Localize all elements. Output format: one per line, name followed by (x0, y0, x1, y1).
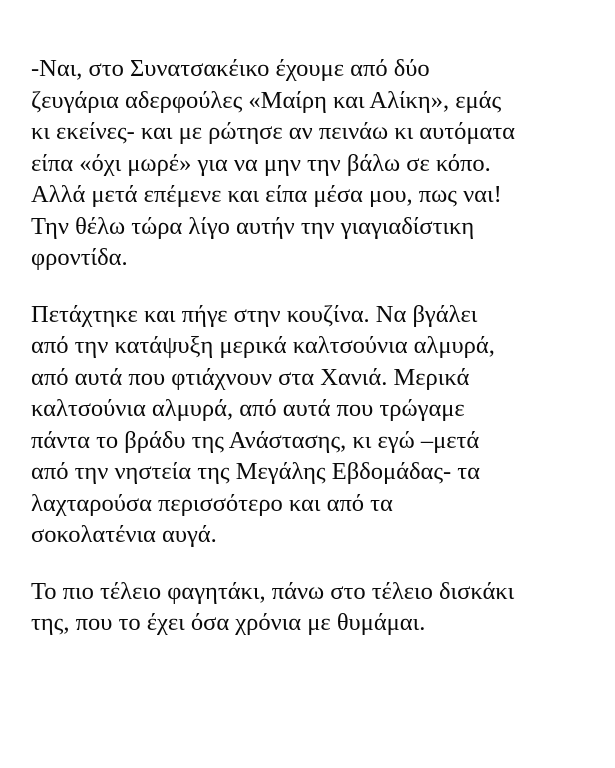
paragraph-line: Το πιο τέλειο φαγητάκι, πάνω στο τέλειο δισκάκι (31, 577, 515, 605)
paragraph-1 (31, 53, 596, 274)
paragraph-line: -Ναι, στο Συνατσακέικο έχουμε από δύο (31, 55, 430, 82)
paragraph-line: από την νηστεία της Μεγάλης Εβδομάδας- τα (31, 458, 480, 485)
paragraph-line: πάντα το βράδυ της Ανάστασης, κι εγώ –μετά (31, 426, 480, 454)
paragraph-line: Αλλά μετά επέμενε και είπα μέσα μου, πως ναι! (31, 181, 502, 208)
paragraph-line: κι εκείνες- και με ρώτησε αν πεινάω κι αυτόματα (31, 118, 516, 145)
paragraph-line: σοκολατένια αυγά. (31, 521, 217, 548)
paragraph-line: είπα «όχι μωρέ» για να μην την βάλω σε κόπο. (31, 149, 491, 177)
paragraph-line: Πετάχτηκε και πήγε στην κουζίνα. Να βγάλει (31, 300, 478, 328)
paragraph-line: λαχταρούσα περισσότερο και από τα (31, 489, 393, 517)
paragraph-line: Την θέλω τώρα λίγο αυτήν την γιαγιαδίστικη (31, 212, 475, 240)
paragraph-line: της, που το έχει όσα χρόνια με θυμάμαι. (31, 609, 426, 636)
paragraph-line: ζευγάρια αδερφούλες «Μαίρη και Αλίκη», εμάς (31, 86, 502, 114)
paragraph-line: φροντίδα. (31, 244, 128, 271)
paragraph-3 (31, 576, 596, 639)
paragraph-line: από αυτά που φτιάχνουν στα Χανιά. Μερικά (31, 363, 470, 391)
paragraph-line: καλτσούνια αλμυρά, από αυτά που τρώγαμε (31, 395, 465, 422)
paragraph-line: από την κατάψυξη μερικά καλτσούνια αλμυρά, (31, 332, 495, 359)
text-block (31, 53, 596, 664)
paragraph-2 (31, 299, 596, 551)
